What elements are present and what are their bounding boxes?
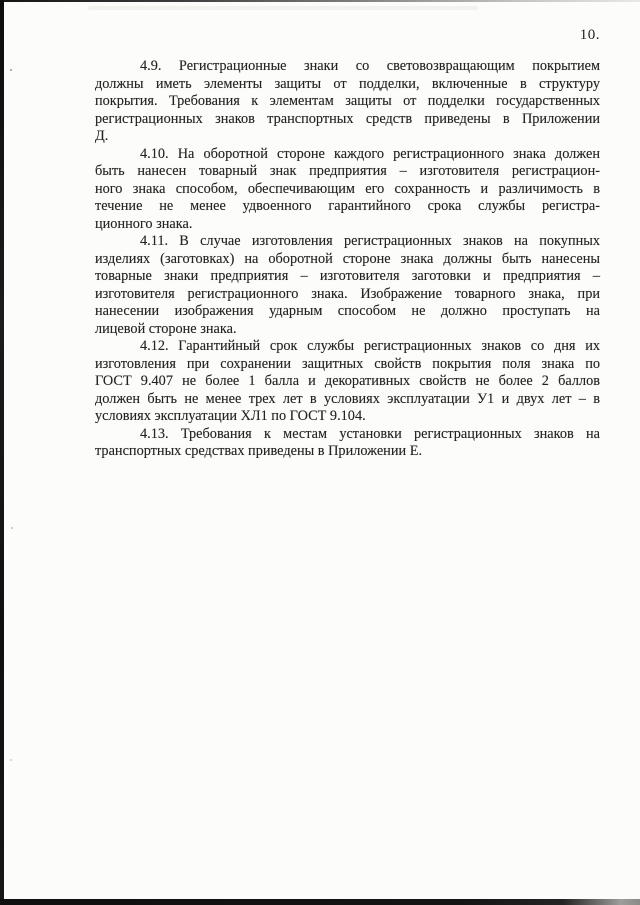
scan-edge-left [0, 0, 4, 905]
scan-edge-top [0, 0, 640, 2]
paragraph-4.10-line-2: быть нанесен товарный знак предприятия – изготовителя регистрацион- [95, 163, 600, 179]
scan-smudge [88, 6, 478, 10]
paragraph-4.12-line-4: должен быть не менее трех лет в условиях эксплуатации У1 и двух лет – в [95, 390, 600, 407]
text-body [95, 58, 600, 461]
paragraph-4.12-line-5: условиях эксплуатации ХЛ1 по ГОСТ 9.104. [95, 408, 366, 424]
paragraph-4.9-line-4: регистрационных знаков транспортных средств приведены в Приложении [95, 110, 600, 127]
paragraph-4.9-line-3: покрытия. Требования к элементам защиты от подделки государственных [95, 93, 600, 109]
paragraph-4.12-line-3: ГОСТ 9.407 не более 1 балла и декоративных свойств не более 2 баллов [95, 373, 600, 389]
paragraph-4.11-line-6: лицевой стороне знака. [95, 320, 237, 337]
paragraph-4.12-line-1: 4.12. Гарантийный срок службы регистрационных знаков со дня их [140, 338, 600, 354]
scan-speck [10, 759, 12, 761]
scan-edge-bottom [0, 899, 640, 905]
paragraph-4.10-line-4: течение не менее удвоенного гарантийного срока службы регистра- [95, 198, 600, 214]
paragraph-4.10-line-1: 4.10. На оборотной стороне каждого регистрационного знака должен [140, 145, 600, 162]
paragraph-4.13-line-2: транспортных средствах приведены в Приложении Е. [95, 443, 423, 459]
paragraph-4.11-line-1: 4.11. В случае изготовления регистрационных знаков на покупных [140, 233, 600, 249]
paragraph-4.11-line-3: товарные знаки предприятия – изготовителя заготовки и предприятия – [95, 268, 600, 284]
page-number: 10. [579, 27, 600, 43]
paragraph-4.9-line-1: 4.9. Регистрационные знаки со световозвращающим покрытием [140, 58, 600, 74]
paragraph-4.9-line-5: Д. [95, 128, 109, 144]
paragraph-4.10-line-3: ного знака способом, обеспечивающим его сохранность и различимость в [95, 180, 600, 197]
paragraph-4.11-line-2: изделиях (заготовках) на оборотной стороне знака должны быть нанесены [95, 250, 600, 267]
paragraph-4.11-line-5: нанесении изображения ударным способом не должно проступать на [95, 303, 600, 319]
paragraph-4.9-line-2: должны иметь элементы защиты от подделки, включенные в структуру [95, 75, 600, 92]
paragraph-4.12-line-2: изготовления при сохранении защитных свойств покрытия поля знака по [95, 355, 600, 372]
paragraph-4.10-line-5: ционного знака. [95, 215, 193, 232]
scan-speck [11, 527, 13, 529]
paragraph-4.11-line-4: изготовителя регистрационного знака. Изображение товарного знака, при [95, 285, 600, 302]
paragraph-4.13-line-1: 4.13. Требования к местам установки регистрационных знаков на [140, 425, 600, 442]
scan-speck [10, 69, 12, 71]
